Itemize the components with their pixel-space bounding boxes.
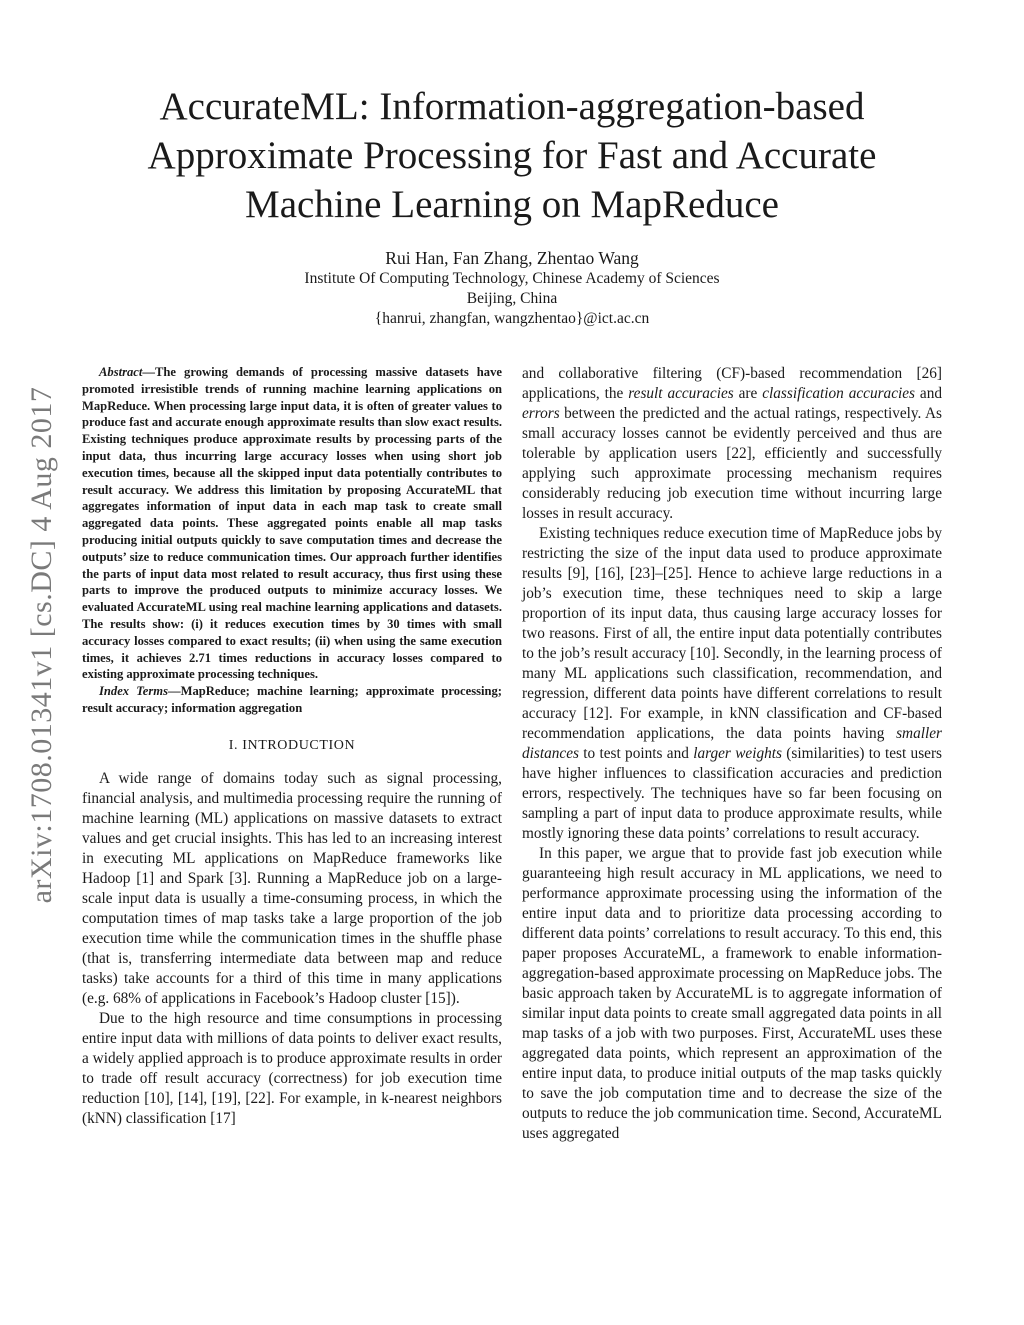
right-column	[522, 364, 942, 1144]
title-line: Machine Learning on MapReduce	[245, 183, 779, 226]
abstract	[82, 364, 502, 683]
author-location: Beijing, China	[466, 290, 558, 307]
paper-title	[90, 82, 934, 229]
section-heading: I. INTRODUCTION	[228, 737, 356, 753]
body-paragraph: Existing techniques reduce execution time of MapReduce jobs by restricting the size of the input data used to produce approximate results [9], [16], [23]–[25]. Hence to achieve large reductions in a job’s execution time, these techniques need to skip a large proportion of its input data, thus causing large accuracy losses for two reasons. First of all, the entire input data potentially contributes to the job’s result accuracy [10]. Secondly, in the learning process of many ML applications such classification, recommendation, and regression, different data points have different correlations to result accuracy [12]. For example, in kNN classification and CF-based recommendation applications, the data points having smaller distances to test points and larger weights (similarities) to test users have higher influences to classification accuracies and prediction errors, respectively. The techniques have so far been focusing on sampling a part of input data to produce approximate results, while mostly ignoring these data points’ correlations to result accuracy.	[522, 525, 942, 842]
index-terms-label: Index Terms	[99, 684, 168, 699]
author-block	[90, 248, 934, 329]
index-terms	[82, 683, 502, 717]
left-column	[82, 364, 502, 1129]
abstract-label: Abstract	[99, 365, 143, 379]
author-names: Rui Han, Fan Zhang, Zhentao Wang	[385, 248, 639, 268]
body-paragraph: A wide range of domains today such as signal processing, financial analysis, and multimedia processing require the running of machine learning (ML) applications on massive datasets to extract values and get crucial insights. This has led to an increasing interest in executing ML applications on MapReduce frameworks like Hadoop [1] and Spark [3]. Running a MapReduce job on a large-scale input data is usually a time-consuming process, in which the computation times of map tasks take a large proportion of the job execution time while the communication times in the shuffle phase (that is, transferring intermediate data between map and reduce tasks) take accounts for a third of this time in many applications (e.g. 68% of applications in Facebook’s Hadoop cluster [15]).	[82, 769, 502, 1007]
author-email: {hanrui, zhangfan, wangzhentao}@ict.ac.cn	[374, 310, 650, 327]
body-paragraph: Due to the high resource and time consumptions in processing entire input data with millions of data points to deliver exact results, a widely applied approach is to produce approximate results in order to trade off result accuracy (correctness) for job execution time reduction [10], [14], [19], [22]. For example, in k-nearest neighbors (kNN) classification [17]	[82, 1009, 502, 1127]
arxiv-side-stamp	[22, 360, 62, 930]
abstract-text: —The growing demands of processing massive datasets have promoted irresistible trends of running machine learning applications on MapReduce. When processing large input data, it is often of greater values to produce fast and accurate enough approximate results than slow exact results. Existing techniques produce approximate results by processing parts of the input data, thus incurring large accuracy losses when using short job execution times, because all the skipped input data potentially contributes to result accuracy. We address this limitation by proposing AccurateML that aggregates information of input data in each map task to create small aggregated data points. These aggregated points enable all map tasks producing initial outputs quickly to save computation times and decrease the outputs’ size to reduce communication times. Our approach further identifies the parts of input data most related to result accuracy, thus first using these parts to improve the produced outputs to minimize accuracy losses. We evaluated AccurateML using real machine learning applications and datasets. The results show: (i) it reduces execution times by 30 times with small accuracy losses compared to exact results; (ii) when using the same execution times, it achieves 2.71 times reductions in accuracy losses compared to existing approximate processing techniques.	[82, 365, 502, 682]
title-line: Approximate Processing for Fast and Accurate	[147, 134, 877, 177]
title-line: AccurateML: Information-aggregation-based	[159, 85, 865, 128]
index-terms-text: —MapReduce; machine learning; approximate processing; result accuracy; information aggregation	[82, 684, 502, 715]
body-paragraph: and collaborative filtering (CF)-based recommendation [26] applications, the result accuracies are classification accuracies and errors between the predicted and the actual ratings, respectively. As small accuracy losses cannot be evidently perceived and thus are tolerable by application users [22], efficiently and successfully applying such approximate processing mechanism requires considerably reducing job execution time without incurring large losses in result accuracy.	[522, 365, 943, 522]
body-paragraph: In this paper, we argue that to provide fast job execution while guaranteeing high result accuracy in ML applications, we need to performance approximate processing using the information of the entire input data and to prioritize data processing according to different data points’ correlations to result accuracy. To this end, this paper proposes AccurateML, a framework to enable information-aggregation-based approximate processing on MapReduce jobs. The basic approach taken by AccurateML is to aggregate information of similar input data points to create small aggregated data points in all map tasks of a job with two purposes. First, AccurateML uses these aggregated data points, which represent an approximation of the entire input data, to produce initial outputs of the map tasks quickly to save the job computation time and to decrease the size of the outputs to reduce the job communication time. Second, AccurateML uses aggregated	[522, 845, 942, 1142]
author-affiliation: Institute Of Computing Technology, Chinese Academy of Sciences	[304, 270, 720, 287]
arxiv-id-text: arXiv:1708.01341v1 [cs.DC] 4 Aug 2017	[25, 386, 58, 904]
